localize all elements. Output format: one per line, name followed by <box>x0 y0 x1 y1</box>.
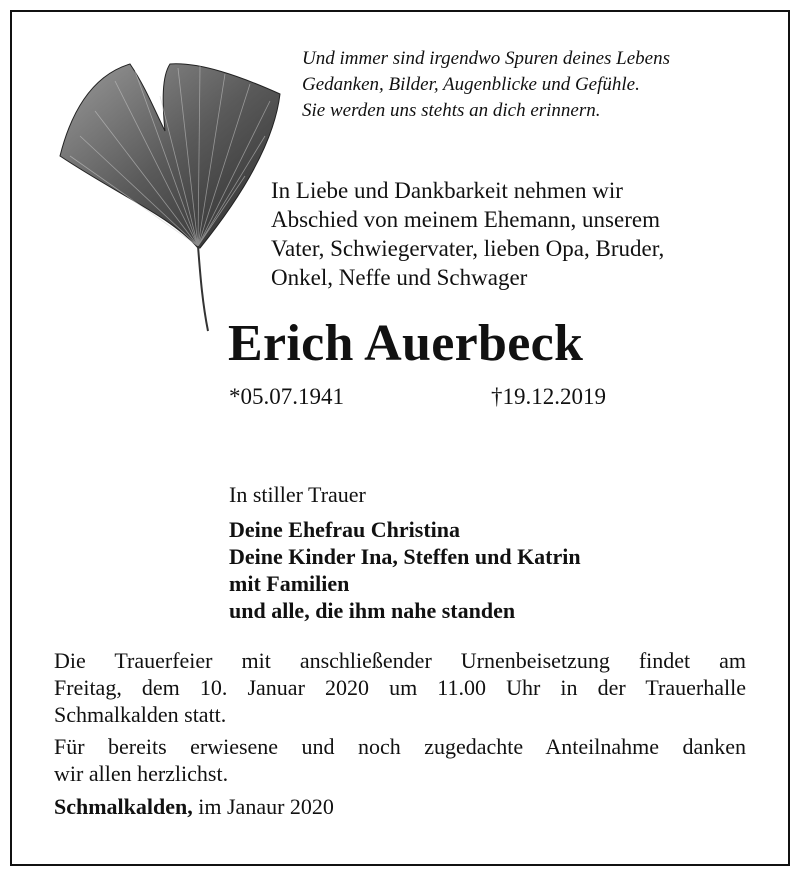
thanks-text <box>54 733 746 787</box>
poem-line: Sie werden uns stehts an dich erinnern. <box>302 100 601 121</box>
mourner-line: Deine Ehefrau Christina <box>229 517 460 542</box>
closing-date: im Janaur 2020 <box>192 794 334 819</box>
place-name: Schmalkalden, <box>54 794 193 819</box>
thanks-line: Für bereits erwiesene und noch zugedachte Anteilnahme danken <box>54 734 746 759</box>
ceremony-line: Schmalkalden statt. <box>54 702 227 727</box>
intro-line: Abschied von meinem Ehemann, unserem <box>271 207 660 232</box>
poem-line: Gedanken, Bilder, Augenblicke und Gefühle. <box>302 74 640 95</box>
poem <box>302 46 670 124</box>
thanks-line: wir allen herzlichst. <box>54 761 229 786</box>
intro-text <box>271 176 664 292</box>
death-date: †19.12.2019 <box>491 384 606 409</box>
intro-line: Onkel, Neffe und Schwager <box>271 265 528 290</box>
place-date <box>54 793 334 820</box>
intro-line: Vater, Schwiegervater, lieben Opa, Bruder, <box>271 236 665 261</box>
intro-line: In Liebe und Dankbarkeit nehmen wir <box>271 178 623 203</box>
mourner-line: Deine Kinder Ina, Steffen und Katrin <box>229 544 581 569</box>
deceased-name: Erich Auerbeck <box>228 315 584 372</box>
mourner-line: mit Familien <box>229 571 350 596</box>
birth-date: *05.07.1941 <box>229 384 344 409</box>
mourners-list <box>229 516 581 624</box>
ceremony-line: Freitag, dem 10. Januar 2020 um 11.00 Uhr in der Trauerhalle <box>54 675 746 700</box>
poem-line: Und immer sind irgendwo Spuren deines Lebens <box>302 48 671 69</box>
ginkgo-leaf-icon <box>50 56 290 341</box>
mourning-heading: In stiller Trauer <box>229 482 366 507</box>
ceremony-text <box>54 647 746 728</box>
ceremony-line: Die Trauerfeier mit anschließender Urnenbeisetzung findet am <box>54 648 746 673</box>
mourner-line: und alle, die ihm nahe standen <box>229 598 516 623</box>
